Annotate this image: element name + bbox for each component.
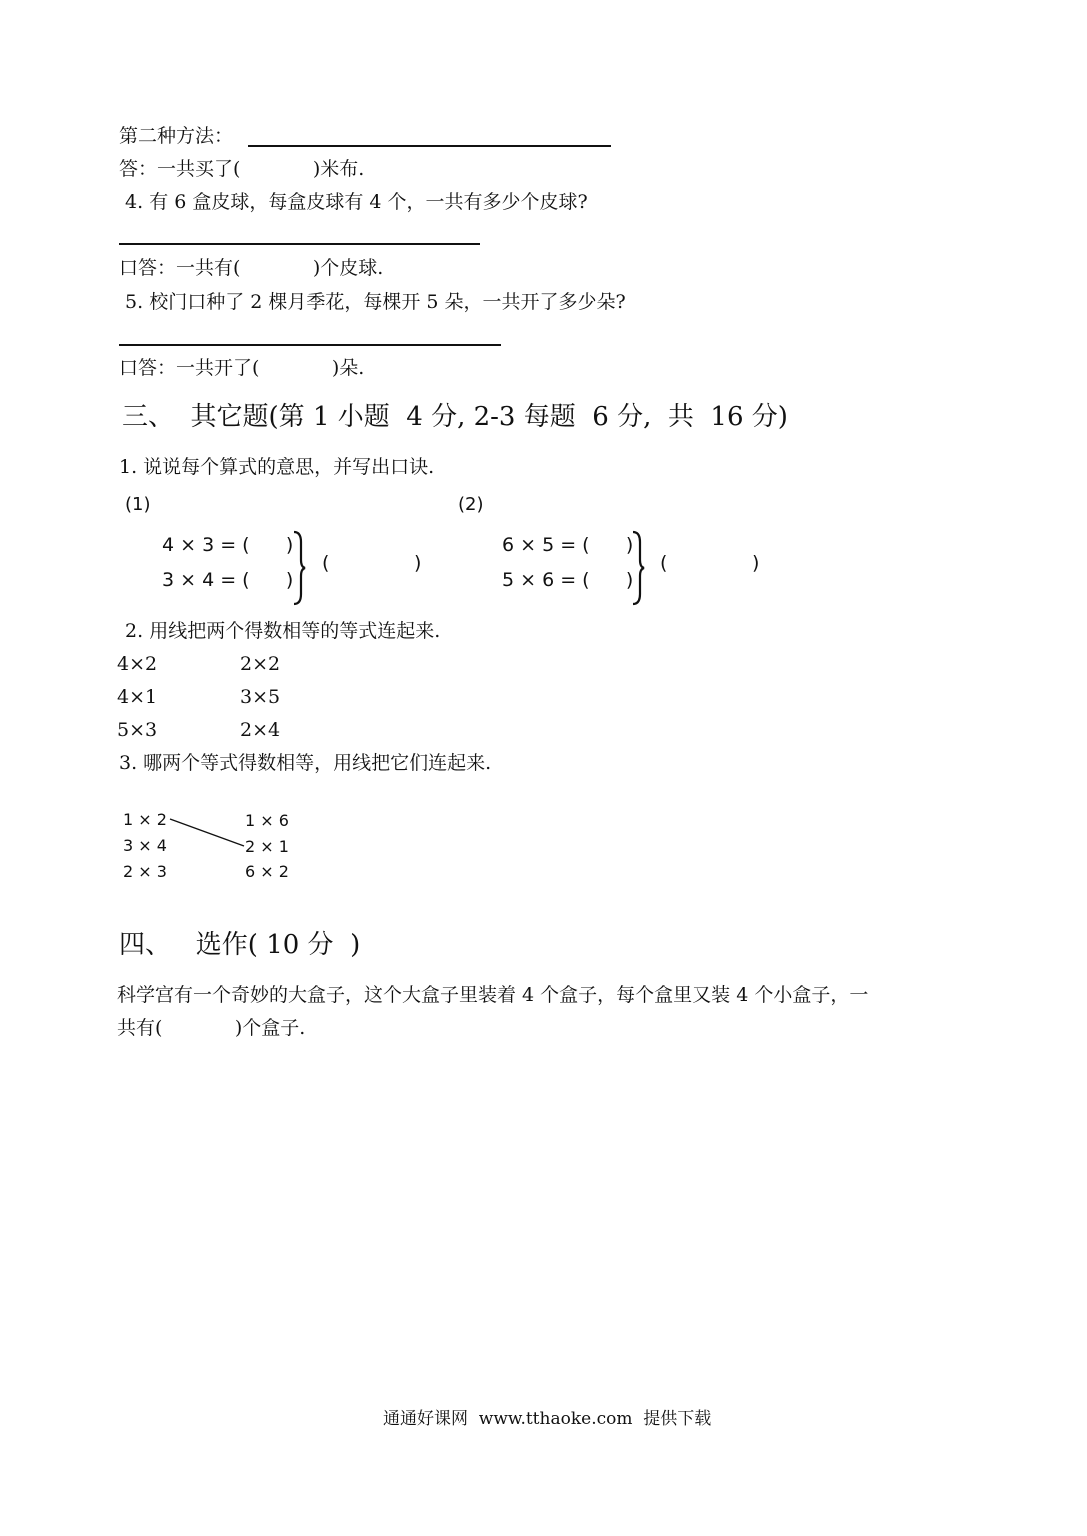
s3-q3-example-connector — [168, 815, 248, 851]
s3-q2-right-2: 3×5 — [240, 686, 281, 708]
s3-q1-part1-eq1: 4 × 3 = ( ) — [162, 534, 294, 556]
s3-q2-left-2: 4×1 — [117, 686, 158, 708]
s3-q2-right-3: 2×4 — [240, 719, 281, 741]
s3-q1-part1-eq2: 3 × 4 = ( ) — [162, 569, 294, 591]
q5-answer-line — [119, 344, 501, 346]
s3-q2-left-3: 5×3 — [117, 719, 158, 741]
s3-q1-part2-label: (2) — [458, 494, 484, 515]
q5-text: 5. 校门口种了 2 棵月季花，每棵开 5 朵，一共开了多少朵? — [119, 291, 626, 313]
s3-q3-right-1: 1 × 6 — [245, 811, 289, 830]
s3-q3-left-2: 3 × 4 — [123, 836, 167, 855]
q4-answer: 口答：一共有( )个皮球. — [119, 257, 384, 279]
s3-q2-text: 2. 用线把两个得数相等的等式连起来. — [119, 620, 441, 642]
s3-q3-left-1: 1 × 2 — [123, 810, 167, 829]
s3-q1-part1-brace — [291, 530, 307, 606]
s3-q1-part2-bracket: ( ) — [660, 552, 760, 574]
section3-heading: 三、 其它题(第 1 小题 4 分, 2-3 每题 6 分, 共 16 分) — [122, 402, 788, 432]
s3-q1-part2-eq2: 5 × 6 = ( ) — [502, 569, 634, 591]
s3-q1-part2-brace — [630, 530, 646, 606]
method2-answer-line — [248, 145, 611, 147]
method2-label: 第二种方法： — [119, 125, 234, 147]
s4-text-line1: 科学宫有一个奇妙的大盒子，这个大盒子里装着 4 个盒子，每个盒里又装 4 个小盒子，一 — [117, 984, 869, 1006]
s3-q3-right-2: 2 × 1 — [245, 837, 289, 856]
s3-q2-left-1: 4×2 — [117, 653, 158, 675]
s3-q1-part2-eq1: 6 × 5 = ( ) — [502, 534, 634, 556]
q3-answer: 答：一共买了( )米布. — [119, 158, 365, 180]
q5-answer: 口答：一共开了( )朵. — [119, 357, 365, 379]
s3-q2-right-1: 2×2 — [240, 653, 281, 675]
page-footer: 通通好课网 www.tthaoke.com 提供下载 — [383, 1409, 712, 1429]
q4-text: 4. 有 6 盒皮球，每盒皮球有 4 个，一共有多少个皮球? — [119, 191, 588, 213]
s3-q1-part1-label: (1) — [125, 494, 151, 515]
s4-text-line2: 共有( )个盒子. — [117, 1017, 306, 1039]
s3-q1-part1-bracket: ( ) — [322, 552, 422, 574]
q4-answer-line — [119, 243, 480, 245]
s3-q1-text: 1. 说说每个算式的意思，并写出口诀. — [119, 456, 435, 478]
s3-q3-right-3: 6 × 2 — [245, 862, 289, 881]
section4-heading: 四、 选作( 10 分 ) — [119, 930, 361, 960]
s3-q3-left-3: 2 × 3 — [123, 862, 167, 881]
s3-q3-text: 3. 哪两个等式得数相等，用线把它们连起来. — [119, 752, 492, 774]
